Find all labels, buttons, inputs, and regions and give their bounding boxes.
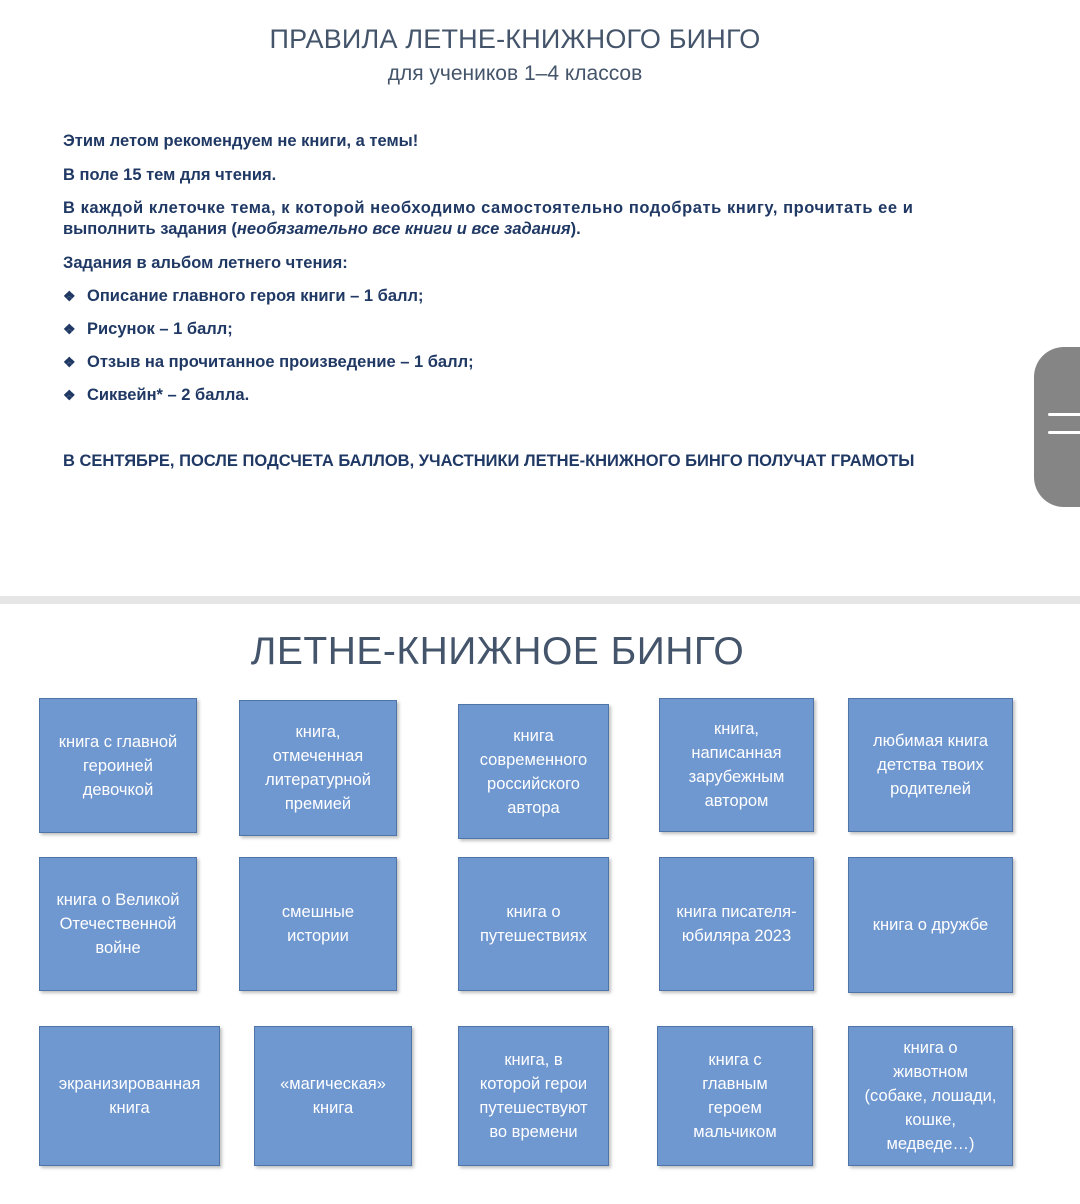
- page-separator: [0, 596, 1080, 604]
- bingo-cell-text: экранизированная книга: [58, 1075, 201, 1117]
- bingo-cell-text: книга о животном (собаке, лошади, кошке, медведе…): [864, 1039, 997, 1153]
- menu-lines-icon: [1048, 413, 1080, 416]
- bingo-cell: [848, 1026, 1013, 1166]
- bingo-cell: [239, 700, 397, 836]
- final-note: В СЕНТЯБРЕ, ПОСЛЕ ПОДСЧЕТА БАЛЛОВ, УЧАСТНИКИ ЛЕТНЕ-КНИЖНОГО БИНГО ПОЛУЧАТ ГРАМОТЫ: [63, 452, 915, 470]
- bingo-cell-text: книга писателя- юбиляра 2023: [676, 903, 797, 945]
- rules-line-count: В поле 15 тем для чтения.: [63, 166, 277, 184]
- rules-line-instructions-start: выполнить задания (: [63, 220, 237, 238]
- menu-lines-icon: [1048, 431, 1080, 434]
- bingo-cell: [39, 698, 197, 833]
- task-bullet-text: Описание главного героя книги – 1 балл;: [87, 287, 424, 305]
- bingo-cell: [39, 857, 197, 991]
- bingo-cell-text: книга с главным героем мальчиком: [693, 1051, 777, 1141]
- rules-line-tasks-header: Задания в альбом летнего чтения:: [63, 254, 348, 272]
- bingo-cell-text: книга с главной героиней девочкой: [58, 732, 178, 799]
- diamond-bullet-icon: ❖: [63, 354, 76, 370]
- rules-line-instructions: В каждой клеточке тема, к которой необходимо самостоятельно подобрать книгу, прочитать ее и: [63, 199, 914, 217]
- bingo-cell-text: книга, написанная зарубежным автором: [688, 720, 785, 810]
- bingo-cell: [657, 1026, 813, 1166]
- bingo-cell: [458, 1026, 609, 1166]
- diamond-bullet-icon: ❖: [63, 321, 76, 337]
- task-bullet: [63, 386, 249, 405]
- bingo-cell: [254, 1026, 412, 1166]
- bingo-cell-text: книга о путешествиях: [479, 903, 588, 945]
- task-bullet: [63, 287, 424, 306]
- rules-line-intro: Этим летом рекомендуем не книги, а темы!: [63, 132, 419, 150]
- bingo-cell-text: книга о дружбе: [872, 916, 989, 934]
- bingo-cell-text: книга, в которой герои путешествуют во времени: [479, 1051, 588, 1141]
- task-bullet-text: Отзыв на прочитанное произведение – 1 балл;: [87, 353, 474, 371]
- rules-line-instructions-end: ).: [570, 220, 581, 238]
- rules-line-instructions-cont: [63, 220, 581, 239]
- diamond-bullet-icon: ❖: [63, 288, 76, 304]
- bingo-cell: [659, 698, 814, 832]
- task-bullet-text: Рисунок – 1 балл;: [87, 320, 233, 338]
- bingo-cell-text: книга, отмеченная литературной премией: [265, 723, 371, 813]
- bingo-cell-text: любимая книга детства твоих родителей: [872, 732, 989, 798]
- rules-title: ПРАВИЛА ЛЕТНЕ-КНИЖНОГО БИНГО: [269, 24, 761, 54]
- bingo-cell: [848, 698, 1013, 832]
- rules-page: [0, 0, 1080, 596]
- bingo-cell-text: книга о Великой Отечественной войне: [56, 891, 180, 957]
- task-bullet: [63, 353, 474, 372]
- diamond-bullet-icon: ❖: [63, 387, 76, 403]
- bingo-page: [0, 604, 1080, 1204]
- bingo-cell-text: книга современного российского автора: [479, 726, 588, 817]
- bingo-cell: [239, 857, 397, 991]
- bingo-cell: [39, 1026, 220, 1166]
- bingo-cell: [458, 704, 609, 839]
- bingo-title: ЛЕТНЕ-КНИЖНОЕ БИНГО: [250, 630, 745, 673]
- scroll-handle[interactable]: [1034, 347, 1080, 507]
- bingo-cell: [659, 857, 814, 991]
- rules-subtitle: для учеников 1–4 классов: [387, 62, 643, 85]
- bingo-cell-text: смешные истории: [281, 903, 355, 945]
- bingo-cell: [848, 857, 1013, 993]
- task-bullet-text: Сиквейн* – 2 балла.: [87, 386, 250, 404]
- rules-line-instructions-italic: необязательно все книги и все задания: [236, 220, 571, 238]
- bingo-cell-text: «магическая» книга: [280, 1075, 386, 1117]
- bingo-cell: [458, 857, 609, 991]
- task-bullet: [63, 320, 233, 339]
